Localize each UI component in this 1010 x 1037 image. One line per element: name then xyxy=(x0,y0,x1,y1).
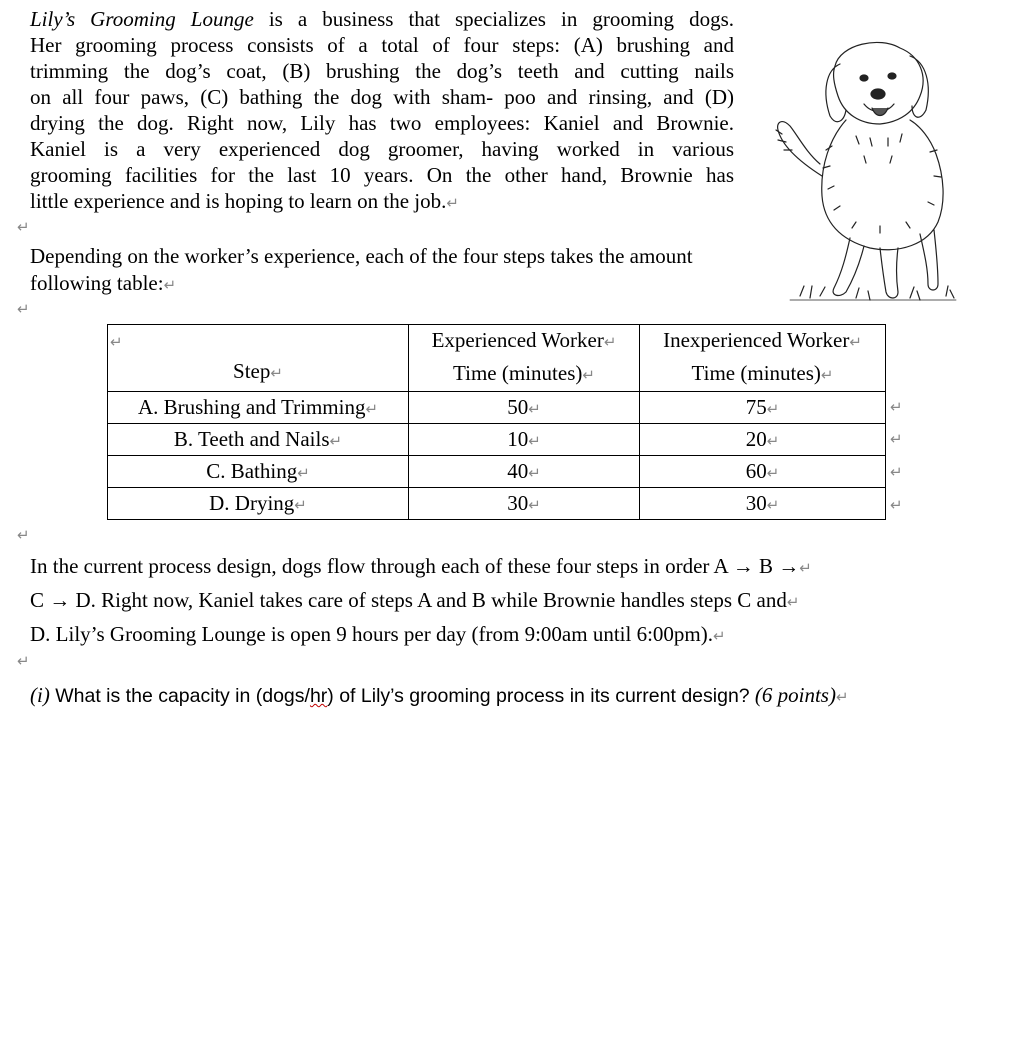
intro-line: Lily’s Grooming Lounge is a business that specializes in grooming dogs. xyxy=(30,7,734,31)
cell-mark: ↵ xyxy=(766,432,780,450)
cell-mark: ↵ xyxy=(528,432,541,450)
cell-mark: ↵ xyxy=(365,400,379,418)
flow-line: In the current process design, dogs flow through each of these four steps in order A → B →↵ xyxy=(30,554,812,578)
paragraph-mark: ↵ xyxy=(163,276,177,294)
experienced-time-cell: 10↵ xyxy=(409,424,640,456)
intro-paragraph xyxy=(30,6,734,216)
flow-line: C → D. Right now, Kaniel takes care of steps A and B while Brownie handles steps C and↵ xyxy=(30,588,800,612)
cell-mark: ↵ xyxy=(582,366,595,384)
cell-mark: ↵ xyxy=(110,333,123,351)
depend-line: following table:↵ xyxy=(30,271,177,295)
header-experienced: Experienced Worker↵ Time (minutes)↵ xyxy=(409,325,640,392)
step-cell: D. Drying↵ xyxy=(108,488,409,520)
row-end-mark: ↵ xyxy=(890,398,903,416)
paragraph-mark: ↵ xyxy=(835,688,849,706)
cell-mark: ↵ xyxy=(528,400,541,418)
depend-paragraph xyxy=(30,243,775,299)
inexperienced-time-cell: 20↵ xyxy=(640,424,886,456)
question-text: What is the capacity in (dogs/hr) of Lily’s grooming process in its current design? xyxy=(49,685,750,707)
header-inexperienced: Inexperienced Worker↵ Time (minutes)↵ xyxy=(640,325,886,392)
inexperienced-time-cell: 75↵ xyxy=(640,392,886,424)
paragraph-mark: ↵ xyxy=(17,218,30,236)
dog-illustration xyxy=(760,26,960,308)
depend-line: Depending on the worker’s experience, each of the four steps takes the amount xyxy=(30,244,693,268)
question-number: (i) xyxy=(30,683,50,707)
table-header-row xyxy=(108,325,886,392)
table-row xyxy=(108,456,886,488)
paragraph-mark: ↵ xyxy=(786,593,800,611)
intro-line: drying the dog. Right now, Lily has two employees: Kaniel and Brownie. xyxy=(30,111,734,135)
cell-mark: ↵ xyxy=(528,464,541,482)
company-name: Lily’s Grooming Lounge xyxy=(30,7,254,31)
paragraph-mark: ↵ xyxy=(446,194,459,212)
paragraph-mark: ↵ xyxy=(713,627,726,645)
step-cell: C. Bathing↵ xyxy=(108,456,409,488)
cell-mark: ↵ xyxy=(528,496,541,514)
intro-line: trimming the dog’s coat, (B) brushing the dog’s teeth and cutting nails xyxy=(30,59,734,83)
step-cell: A. Brushing and Trimming↵ xyxy=(108,392,409,424)
cell-mark: ↵ xyxy=(766,400,780,418)
cell-mark: ↵ xyxy=(294,496,307,514)
intro-line: little experience and is hoping to learn on the job.↵ xyxy=(30,189,459,213)
step-time-table xyxy=(107,324,886,520)
flow-line: D. Lily’s Grooming Lounge is open 9 hours per day (from 9:00am until 6:00pm).↵ xyxy=(30,622,726,646)
cell-mark: ↵ xyxy=(766,496,780,514)
table-row xyxy=(108,488,886,520)
intro-line: Kaniel is a very experienced dog groomer, having worked in various xyxy=(30,137,734,161)
cell-mark: ↵ xyxy=(849,333,862,351)
paragraph-mark: ↵ xyxy=(17,652,30,670)
intro-line: grooming facilities for the last 10 years. On the other hand, Brownie has xyxy=(30,163,734,187)
header-step: ↵ Step↵ xyxy=(108,325,409,392)
paragraph-mark: ↵ xyxy=(17,526,30,544)
spellcheck-word: hr xyxy=(309,685,328,707)
cell-mark: ↵ xyxy=(820,366,834,384)
cell-mark: ↵ xyxy=(297,464,310,482)
paragraph-mark: ↵ xyxy=(799,559,812,577)
question-points: (6 points) xyxy=(754,683,836,707)
row-end-mark: ↵ xyxy=(890,463,903,481)
experienced-time-cell: 40↵ xyxy=(409,456,640,488)
experienced-time-cell: 50↵ xyxy=(409,392,640,424)
table-row xyxy=(108,424,886,456)
row-end-mark: ↵ xyxy=(890,496,903,514)
paragraph-mark: ↵ xyxy=(17,300,30,318)
inexperienced-time-cell: 30↵ xyxy=(640,488,886,520)
flow-paragraph xyxy=(30,550,812,652)
row-end-mark: ↵ xyxy=(890,430,903,448)
cell-mark: ↵ xyxy=(270,363,283,382)
intro-line: Her grooming process consists of a total of four steps: (A) brushing and xyxy=(30,33,734,57)
table-row xyxy=(108,392,886,424)
intro-line: on all four paws, (C) bathing the dog with sham- poo and rinsing, and (D) xyxy=(30,85,734,109)
step-cell: B. Teeth and Nails↵ xyxy=(108,424,409,456)
experienced-time-cell: 30↵ xyxy=(409,488,640,520)
inexperienced-time-cell: 60↵ xyxy=(640,456,886,488)
cell-mark: ↵ xyxy=(329,432,343,450)
cell-mark: ↵ xyxy=(603,333,617,351)
question-i xyxy=(30,680,849,712)
cell-mark: ↵ xyxy=(766,464,780,482)
